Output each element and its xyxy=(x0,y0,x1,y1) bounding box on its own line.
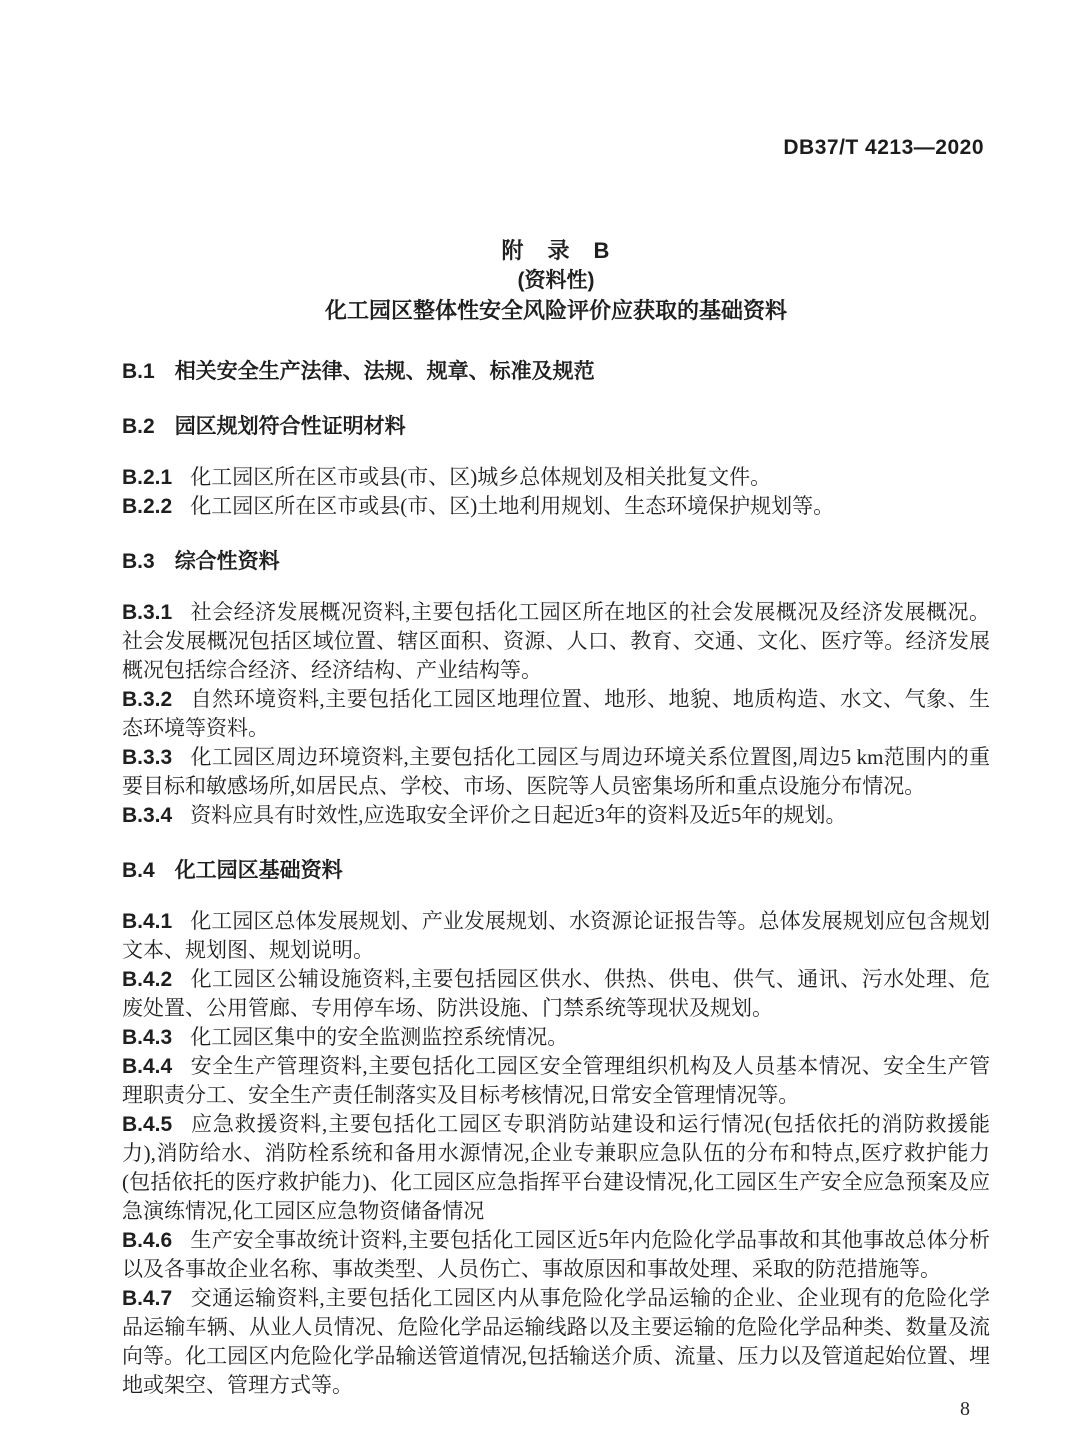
clause-text: 安全生产管理资料,主要包括化工园区安全管理组织机构及人员基本情况、安全生产管理职责分工、安全生产责任制落实及目标考核情况,日常安全管理情况等。 xyxy=(122,1054,990,1107)
clause-b4-5 xyxy=(122,1110,990,1226)
clause-b4-2 xyxy=(122,965,990,1023)
clause-text: 资料应具有时效性,应选取安全评价之日起近3年的资料及近5年的规划。 xyxy=(190,803,847,827)
clause-b4-4 xyxy=(122,1052,990,1110)
clause-text: 生产安全事故统计资料,主要包括化工园区近5年内危险化学品事故和其他事故总体分析以及各事故企业名称、事故类型、人员伤亡、事故原因和事故处理、采取的防范措施等。 xyxy=(122,1228,990,1281)
section-title-text: 综合性资料 xyxy=(174,550,280,573)
appendix-title-block xyxy=(122,236,990,326)
section-number: B.2 xyxy=(122,415,155,438)
clause-text: 化工园区所在区市或县(市、区)土地利用规划、生态环境保护规划等。 xyxy=(190,494,835,518)
clause-number: B.4.4 xyxy=(122,1055,173,1078)
clause-text: 化工园区集中的安全监测监控系统情况。 xyxy=(190,1025,569,1049)
clause-b3-1 xyxy=(122,598,990,685)
clause-number: B.4.6 xyxy=(122,1229,173,1252)
clause-b4-1 xyxy=(122,907,990,965)
clause-number: B.4.5 xyxy=(122,1113,173,1136)
clause-number: B.4.7 xyxy=(122,1287,173,1310)
clause-number: B.2.1 xyxy=(122,466,173,489)
section-heading-b2 xyxy=(122,412,990,441)
appendix-subtitle: (资料性) xyxy=(517,269,595,292)
clause-number: B.3.1 xyxy=(122,601,173,624)
clause-text: 社会经济发展概况资料,主要包括化工园区所在地区的社会发展概况及经济发展概况。社会发展概况包括区域位置、辖区面积、资源、人口、教育、交通、文化、医疗等。经济发展概况包括综合经济、经济结构、产业结构等。 xyxy=(122,600,990,682)
section-title-text: 园区规划符合性证明材料 xyxy=(174,415,406,438)
clause-text: 化工园区总体发展规划、产业发展规划、水资源论证报告等。总体发展规划应包含规划文本、规划图、规划说明。 xyxy=(122,909,990,962)
clause-number: B.4.3 xyxy=(122,1026,173,1049)
clause-text: 应急救援资料,主要包括化工园区专职消防站建设和运行情况(包括依托的消防救援能力),消防给水、消防栓系统和备用水源情况,企业专兼职应急队伍的分布和特点,医疗救护能力(包括依托的医疗救护能力)、化工园区应急指挥平台建设情况,化工园区生产安全应急预案及应急演练情况,化工园区应急物资储备情况 xyxy=(122,1112,990,1223)
clause-text: 自然环境资料,主要包括化工园区地理位置、地形、地貌、地质构造、水文、气象、生态环境等资料。 xyxy=(122,687,990,740)
appendix-heading: 化工园区整体性安全风险评价应获取的基础资料 xyxy=(324,298,787,323)
document-code-header: DB37/T 4213—2020 xyxy=(783,136,984,159)
clause-number: B.3.3 xyxy=(122,746,173,769)
section-number: B.3 xyxy=(122,550,155,573)
section-number: B.1 xyxy=(122,360,155,383)
clause-text: 化工园区公辅设施资料,主要包括园区供水、供热、供电、供气、通讯、污水处理、危废处置、公用管廊、专用停车场、防洪设施、门禁系统等现状及规划。 xyxy=(122,967,990,1020)
clause-b4-7 xyxy=(122,1284,990,1400)
clause-b3-3 xyxy=(122,743,990,801)
clause-number: B.4.2 xyxy=(122,968,173,991)
clause-b3-2 xyxy=(122,685,990,743)
clause-number: B.2.2 xyxy=(122,495,173,518)
section-heading-b4 xyxy=(122,856,990,885)
section-heading-b1 xyxy=(122,357,990,386)
section-heading-b3 xyxy=(122,547,990,576)
clause-text: 化工园区所在区市或县(市、区)城乡总体规划及相关批复文件。 xyxy=(190,465,772,489)
section-number: B.4 xyxy=(122,859,155,882)
clause-number: B.3.4 xyxy=(122,804,173,827)
clause-number: B.3.2 xyxy=(122,688,173,711)
clause-b2-1 xyxy=(122,463,990,492)
clause-number: B.4.1 xyxy=(122,910,173,933)
clause-b4-3 xyxy=(122,1023,990,1052)
section-title-text: 相关安全生产法律、法规、规章、标准及规范 xyxy=(174,360,595,383)
clause-text: 化工园区周边环境资料,主要包括化工园区与周边环境关系位置图,周边5 km范围内的重要目标和敏感场所,如居民点、学校、市场、医院等人员密集场所和重点设施分布情况。 xyxy=(122,745,990,798)
clause-b4-6 xyxy=(122,1226,990,1284)
clause-b3-4 xyxy=(122,801,990,830)
clause-text: 交通运输资料,主要包括化工园区内从事危险化学品运输的企业、企业现有的危险化学品运输车辆、从业人员情况、危险化学品运输线路以及主要运输的危险化学品种类、数量及流向等。化工园区内危险化学品输送管道情况,包括输送介质、流量、压力以及管道起始位置、埋地或架空、管理方式等。 xyxy=(122,1286,990,1397)
section-title-text: 化工园区基础资料 xyxy=(174,859,343,882)
clause-b2-2 xyxy=(122,492,990,521)
appendix-title: 附 录 B xyxy=(501,238,611,263)
page-number: 8 xyxy=(960,1398,970,1420)
